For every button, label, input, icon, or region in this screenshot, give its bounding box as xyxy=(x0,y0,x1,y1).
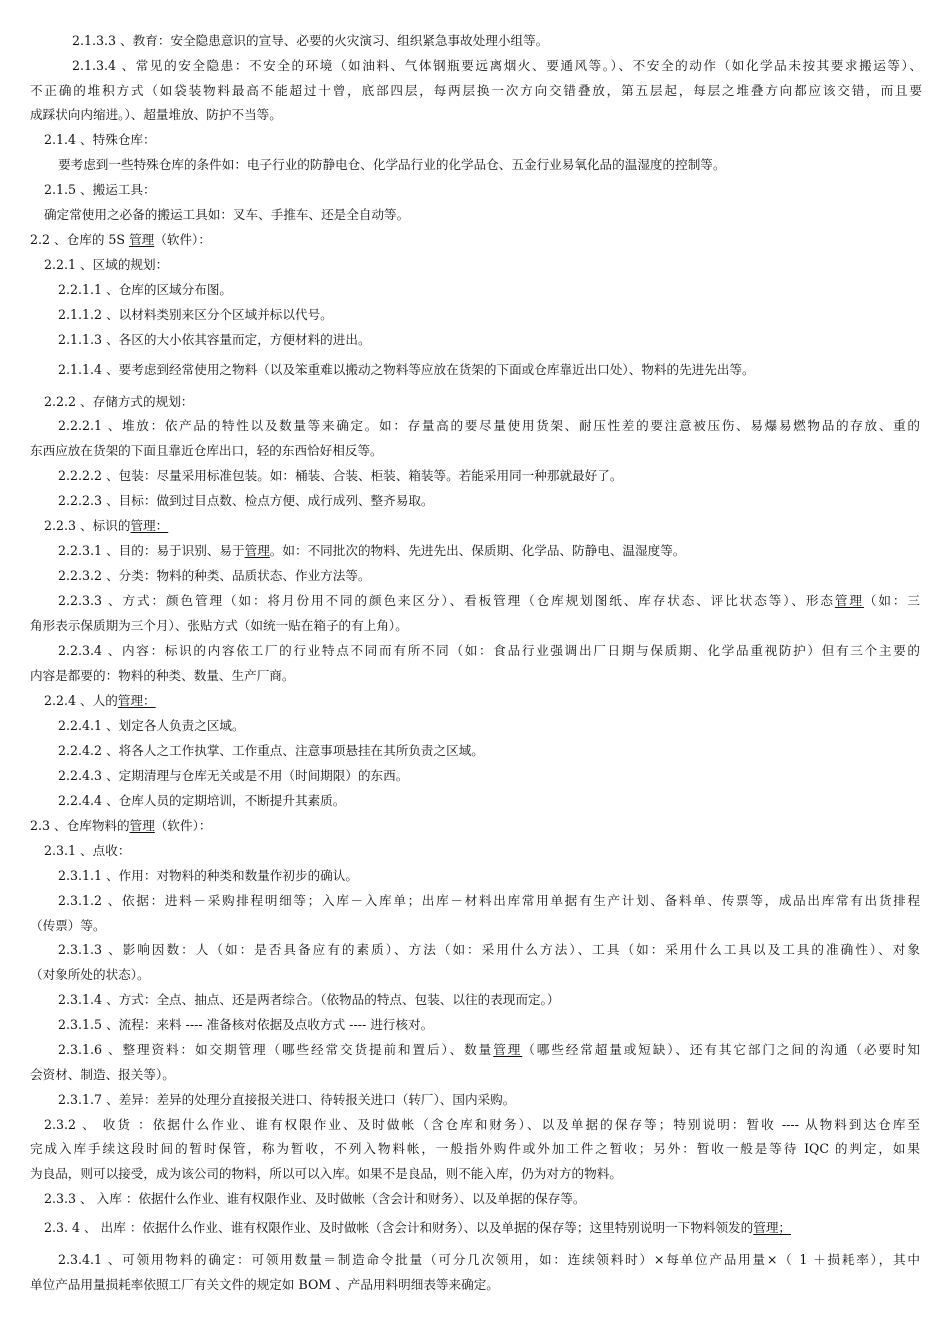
text-line: 2.3.3 、 入库 ：依据什么作业、谁有权限作业、及时做帐（含会计和财务）、以及单据的保存等。 xyxy=(44,1191,586,1206)
text-line: 2.3. 4 、 出库 ：依据什么作业、谁有权限作业、及时做帐（含会计和财务）、以及单据的保存等；这里特别说明一下物料领发的管理； xyxy=(44,1220,792,1235)
text-line: 2.3.1.3 、影响因数：人（如：是否具备应有的素质）、方法（如：采用什么方法）、工具（如：采用什么工具以及工具的准确性）、对象 xyxy=(58,942,920,957)
text-line: 会资材、制造、报关等）。 xyxy=(30,1067,175,1082)
underlined-term: 管理 xyxy=(244,543,270,558)
text-line: 2.2.3.1 、目的：易于识别、易于管理。如：不同批次的物料、先进先出、保质期、化学品、防静电、温湿度等。 xyxy=(58,543,686,558)
text-line: 2.2.3.4 、内容：标识的内容依工厂的行业特点不同而有所不同（如：食品行业强调出厂日期与保质期、化学品重视防护）但有三个主要的 xyxy=(58,643,920,658)
underlined-term: 管理 xyxy=(117,693,144,708)
text-line: 2.1.1.2 、以材料类别来区分个区域并标以代号。 xyxy=(58,307,333,322)
section-heading: 2.2.2 、存储方式的规划： xyxy=(44,394,194,409)
section-heading: 2.2.1 、区域的规划： xyxy=(44,257,169,272)
text-line: 确定常使用之必备的搬运工具如：叉车、手推车、还是全自动等。 xyxy=(44,207,410,222)
text-line: 内容是都要的：物料的种类、数量、生产厂商。 xyxy=(30,668,295,683)
text-line: 2.2.2.1 、堆放：依产品的特性以及数量等来确定。如：存量高的要尽量使用货架、耐压性差的要注意被压伤、易爆易燃物品的存放、重的 xyxy=(58,418,920,433)
section-heading: 2.3 、仓库物料的管理（软件）： xyxy=(30,818,212,833)
text-line: 2.3.1.7 、差异：差异的处理分直接报关进口、待转报关进口（转厂）、国内采购。 xyxy=(58,1092,516,1107)
text-line: 2.2.4.4 、仓库人员的定期培训，不断提升其素质。 xyxy=(58,793,346,808)
text-line: 2.3.1.6 、整理资料：如交期管理（哪些经常交货提前和置后）、数量管理（哪些经常超量或短缺）、还有其它部门之间的沟通（必要时知 xyxy=(58,1042,921,1057)
section-heading: 2.2.3 、标识的管理： xyxy=(44,518,169,533)
text-line: 2.3.1.1 、作用：对物料的种类和数量作初步的确认。 xyxy=(58,868,358,883)
text-line: 2.3.1.5 、流程：来料 ---- 准备核对依据及点收方式 ---- 进行核对。 xyxy=(58,1017,434,1032)
text-line: 2.3.1.2 、依据：进料－采购排程明细等；入库－入库单；出库－材料出库常用单据有生产计划、备料单、传票等，成品出库常有出货排程 xyxy=(58,893,920,908)
text-line: 2.1.3.4 、常见的安全隐患：不安全的环境（如油料、气体钢瓶要远离烟火、要通风等。）、不安全的动作（如化学品未按其要求搬运等）、 xyxy=(72,58,922,73)
text-line: 2.1.3.3 、教育：安全隐患意识的宣导、必要的火灾演习、组织紧急事故处理小组等。 xyxy=(72,33,549,48)
underlined-term: 管理 xyxy=(493,1042,523,1057)
underlined-term: 管理 xyxy=(130,518,156,533)
text-line: 成踩状向内缩进。）、超量堆放、防护不当等。 xyxy=(30,107,282,122)
text-line: 角形表示保质期为三个月）、张贴方式（如统一贴在箱子的有上角）。 xyxy=(30,618,408,633)
text-line: 要考虑到一些特殊仓库的条件如：电子行业的防静电仓、化学品行业的化学品仓、五金行业易氧化品的温湿度的控制等。 xyxy=(58,157,726,172)
text-line: 2.2.4.1 、划定各人负责之区域。 xyxy=(58,718,245,733)
text-line: 2.2.3.2 、分类：物料的种类、品质状态、作业方法等。 xyxy=(58,568,371,583)
text-line: （传票）等。 xyxy=(30,918,106,933)
text-line: 东西应放在货架的下面且靠近仓库出口，轻的东西恰好相反等。 xyxy=(30,443,383,458)
text-line: 2.2.2.3 、目标：做到过目点数、检点方便、成行成列、整齐易取。 xyxy=(58,493,434,508)
text-line: 2.3.4.1 、可领用物料的确定：可领用数量＝制造命令批量（可分几次领用，如：连续领料时）×每单位产品用量×（ 1 ＋损耗率），其中 xyxy=(58,1252,920,1267)
text-line: 2.2.4.2 、将各人之工作执掌、工作重点、注意事项悬挂在其所负责之区域。 xyxy=(58,743,484,758)
text-line: 2.1.1.4 、要考虑到经常使用之物料（以及笨重难以搬动之物料等应放在货架的下面或仓库靠近出口处）、物料的先进先出等。 xyxy=(58,362,755,377)
text-line: 不正确的堆积方式（如袋装物料最高不能超过十曾，底部四层，每两层换一次方向交错叠放，第五层起，每层之堆叠方向都应该交错，而且要 xyxy=(30,83,922,98)
section-heading: 2.2 、仓库的 5S 管理（软件）： xyxy=(30,232,211,247)
section-heading: 2.1.5 、搬运工具： xyxy=(44,182,156,197)
text-line: 2.1.1.3 、各区的大小依其容量而定，方便材料的进出。 xyxy=(58,332,371,347)
text-line: 2.3.2 、 收货 ：依据什么作业、谁有权限作业、及时做帐（含仓库和财务）、以及单据的保存等；特别说明：暂收 ---- 从物料到达仓库至 xyxy=(44,1117,920,1132)
underlined-term: 管理 xyxy=(834,593,864,608)
text-line: 2.2.4.3 、定期清理与仓库无关或是不用（时间期限）的东西。 xyxy=(58,768,409,783)
text-line: 为良品，则可以接受，成为该公司的物料，所以可以入库。如果不是良品，则不能入库，仍为对方的物料。 xyxy=(30,1166,622,1181)
underlined-term: 管理 xyxy=(129,232,155,247)
text-line: 2.2.2.2 、包装：尽量采用标准包装。如：桶装、合装、柜装、箱装等。若能采用同一种那就最好了。 xyxy=(58,468,623,483)
text-line: 2.2.1.1 、仓库的区域分布图。 xyxy=(58,282,233,297)
text-line: 2.2.3.3 、方式：颜色管理（如：将月份用不同的颜色来区分）、看板管理（仓库规划图纸、库存状态、评比状态等）、形态管理（如：三 xyxy=(58,593,921,608)
underlined-term: 管理 xyxy=(129,818,155,833)
section-heading: 2.2.4 、人的管理： xyxy=(44,693,156,708)
text-line: 完成入库手续这段时间的暂时保管，称为暂收，不列入物料帐，一般指外购件或外加工件之暂收；另外：暂收一般是等待 IQC 的判定，如果 xyxy=(30,1141,920,1156)
underlined-term: 管理； xyxy=(753,1220,792,1235)
section-heading: 2.1.4 、特殊仓库： xyxy=(44,132,156,147)
section-heading: 2.3.1 、点收： xyxy=(44,843,131,858)
text-line: 单位产品用量损耗率依照工厂有关文件的规定如 BOM 、产品用料明细表等来确定。 xyxy=(30,1277,499,1292)
text-line: （对象所处的状态）。 xyxy=(30,967,150,982)
text-line: 2.3.1.4 、方式：全点、抽点、还是两者综合。（依物品的特点、包装、以往的表现而定。） xyxy=(58,992,560,1007)
